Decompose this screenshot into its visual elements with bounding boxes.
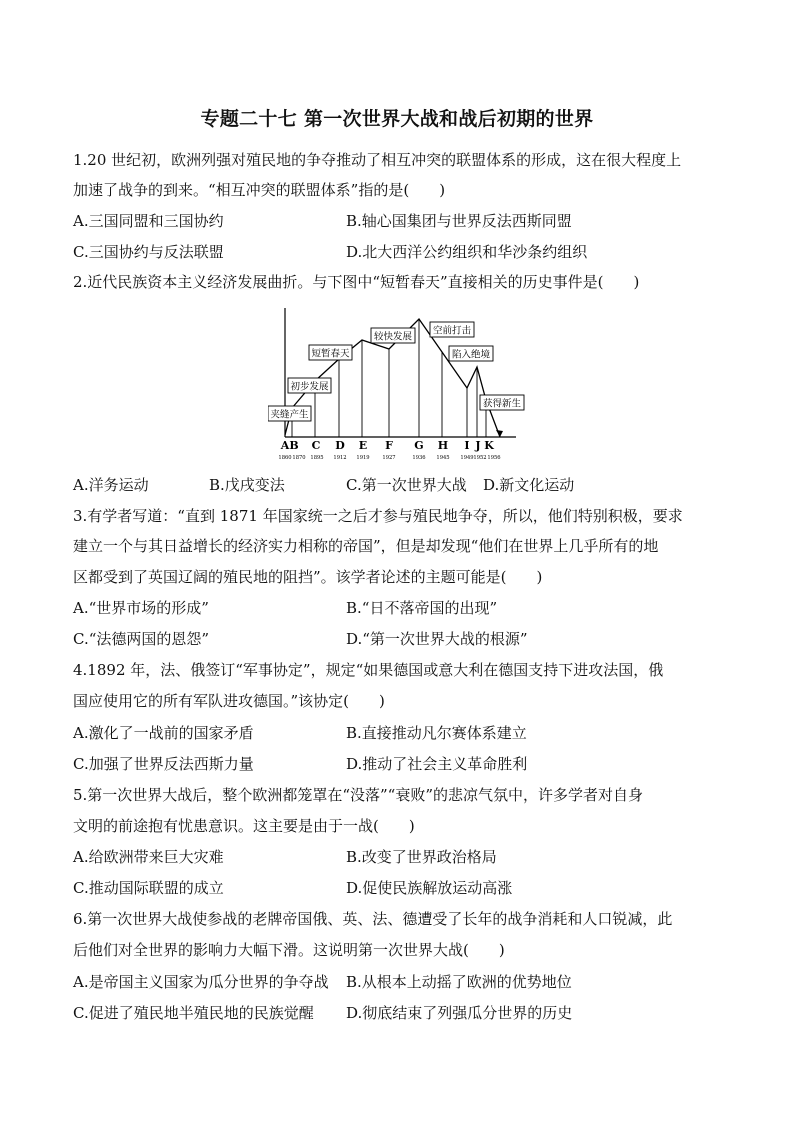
year-label: 1927	[382, 455, 396, 461]
question-2-option-d: D.新文化运动	[483, 476, 575, 494]
svg-text:较快发展: 较快发展	[373, 331, 413, 343]
year-label: 1895	[310, 455, 324, 461]
question-4-option-a: A.激化了一战前的国家矛盾	[73, 724, 254, 742]
year-label: 1936	[412, 455, 426, 461]
curve-arrow	[496, 430, 503, 437]
question-5-stem-line-2: 文明的前途抱有忧患意识。这主要是由于一战( )	[73, 817, 415, 835]
svg-text:获得新生: 获得新生	[482, 398, 522, 410]
question-3-stem-line-2: 建立一个与其日益增长的经济实力相称的帝国”，但是却发现“他们在世界上几乎所有的地	[73, 537, 659, 555]
question-3-stem-line-3: 区都受到了英国辽阔的殖民地的阻挡”。该学者论述的主题可能是( )	[73, 568, 543, 586]
question-1-option-a: A.三国同盟和三国协约	[73, 212, 224, 230]
year-label: 1919	[356, 455, 370, 461]
question-6-stem-line-2: 后他们对全世界的影响力大幅下滑。这说明第一次世界大战( )	[73, 941, 505, 959]
question-1-stem-line-2: 加速了战争的到来。“相互冲突的联盟体系”指的是( )	[73, 181, 446, 199]
page-title: 专题二十七 第一次世界大战和战后初期的世界	[200, 108, 594, 130]
year-label: 1860	[278, 455, 292, 461]
svg-text:夹缝产生: 夹缝产生	[270, 409, 309, 421]
point-letter-e: E	[358, 439, 368, 452]
point-letter-k: K	[484, 439, 494, 452]
question-4-option-d: D.推动了社会主义革命胜利	[346, 755, 528, 773]
question-5-option-a: A.给欧洲带来巨大灾难	[73, 848, 224, 866]
point-letter-i: I	[464, 439, 470, 452]
question-6-option-a: A.是帝国主义国家为瓜分世界的争夺战	[73, 973, 329, 991]
svg-text:初步发展: 初步发展	[290, 381, 329, 393]
question-6-option-c: C.促进了殖民地半殖民地的民族觉醒	[73, 1004, 314, 1022]
question-4-stem-line-1: 4.1892 年，法、俄签订“军事协定”，规定“如果德国或意大利在德国支持下进攻法国，俄	[73, 661, 664, 679]
stage-label-6	[449, 346, 493, 361]
point-letter-g: G	[414, 439, 424, 452]
question-5-option-c: C.推动国际联盟的成立	[73, 879, 224, 897]
question-3-stem-line-1: 3.有学者写道：“直到 1871 年国家统一之后才参与殖民地争夺，所以，他们特别积极，要求	[73, 507, 683, 525]
economy-development-diagram	[268, 304, 526, 462]
question-2-option-b: B.戊戌变法	[209, 476, 285, 494]
question-2-option-a: A.洋务运动	[73, 476, 149, 494]
point-letter-b: B	[289, 439, 299, 452]
question-3-option-c: C.“法德两国的恩怨”	[73, 630, 210, 648]
question-2-option-c: C.第一次世界大战	[346, 476, 467, 494]
year-label: 1870	[292, 455, 306, 461]
stage-label-2	[288, 378, 331, 393]
svg-text:短暂春天: 短暂春天	[311, 348, 350, 360]
question-4-option-c: C.加强了世界反法西斯力量	[73, 755, 254, 773]
stage-label-1	[268, 406, 311, 421]
question-6-stem-line-1: 6.第一次世界大战使参战的老牌帝国俄、英、法、德遭受了长年的战争消耗和人口锐减，此	[73, 910, 673, 928]
stage-label-7	[480, 395, 524, 410]
question-4-option-b: B.直接推动凡尔赛体系建立	[346, 724, 527, 742]
question-3-option-a: A.“世界市场的形成”	[73, 599, 209, 617]
stage-label-4	[371, 328, 415, 343]
question-3-option-d: D.“第一次世界大战的根源”	[346, 630, 528, 648]
stage-label-3	[309, 345, 352, 360]
point-letter-j: J	[475, 439, 481, 452]
stage-label-5	[430, 322, 474, 337]
question-5-stem-line-1: 5.第一次世界大战后，整个欧洲都笼罩在“没落”“衰败”的悲凉气氛中，许多学者对自身	[73, 786, 643, 804]
question-6-option-b: B.从根本上动摇了欧洲的优势地位	[346, 973, 572, 991]
year-label: 1956	[487, 455, 501, 461]
question-6-option-d: D.彻底结束了列强瓜分世界的历史	[346, 1004, 573, 1022]
question-3-option-b: B.“日不落帝国的出现”	[346, 599, 498, 617]
point-letter-a: A	[280, 439, 290, 452]
question-4-stem-line-2: 国应使用它的所有军队进攻德国。”该协定( )	[73, 692, 385, 710]
question-1-stem-line-1: 1.20 世纪初，欧洲列强对殖民地的争夺推动了相互冲突的联盟体系的形成，这在很大程度上	[73, 151, 682, 169]
point-letter-d: D	[335, 439, 345, 452]
question-5-option-b: B.改变了世界政治格局	[346, 848, 497, 866]
point-letter-h: H	[437, 439, 449, 452]
svg-text:空前打击: 空前打击	[432, 325, 472, 337]
year-label: 1949	[460, 455, 474, 461]
year-label: 1945	[436, 455, 450, 461]
point-letter-f: F	[385, 439, 393, 452]
question-5-option-d: D.促使民族解放运动高涨	[346, 879, 513, 897]
svg-text:陷入绝境: 陷入绝境	[451, 349, 491, 361]
question-2-stem-line-1: 2.近代民族资本主义经济发展曲折。与下图中“短暂春天”直接相关的历史事件是( )	[73, 273, 640, 291]
point-letter-c: C	[311, 439, 321, 452]
year-label: 1952	[473, 455, 487, 461]
question-1-option-d: D.北大西洋公约组织和华沙条约组织	[346, 243, 588, 261]
year-label: 1912	[333, 455, 347, 461]
question-1-option-c: C.三国协约与反法联盟	[73, 243, 224, 261]
question-1-option-b: B.轴心国集团与世界反法西斯同盟	[346, 212, 572, 230]
